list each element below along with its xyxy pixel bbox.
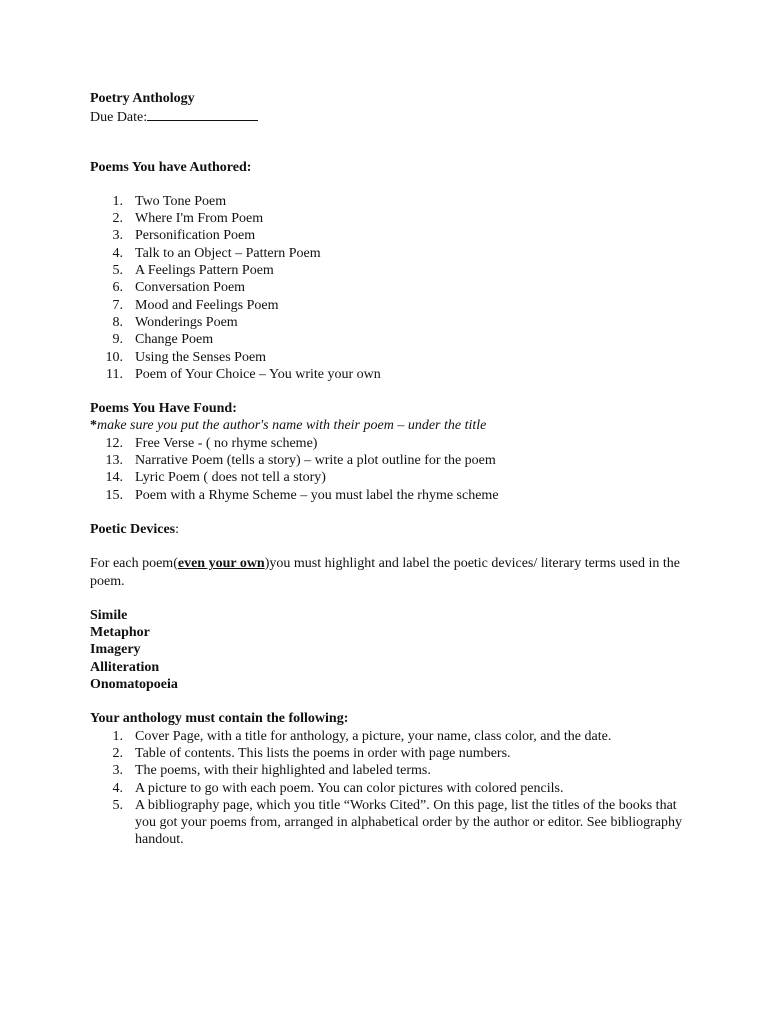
list-item-number: 3. [112,228,123,244]
list-item-text: Table of contents. This lists the poems in order with page numbers. [135,745,511,761]
due-date-blank [147,107,258,121]
list-item-number: 8. [112,314,123,330]
list-item-text: Mood and Feelings Poem [135,297,279,313]
list-item-text: A bibliography page, which you title “Works Cited”. On this page, list the titles of the books that you got your poems from, arranged in alphabetical order by the author or editor. See bibliography handout. [135,797,683,848]
list-item [90,227,690,244]
list-item-text: Conversation Poem [135,280,246,296]
list-item-number: 3. [112,763,123,779]
list-item-text: Poem of Your Choice – You write your own [135,366,381,382]
list-item-number: 1. [112,193,123,209]
list-item-text: A picture to go with each poem. You can color pictures with colored pencils. [135,780,564,796]
found-heading: Poems You Have Found: [90,401,237,417]
devices-para-post: )you must highlight and label the poetic devices/ literary terms used in the poem. [90,556,680,589]
list-item [90,193,690,210]
devices-heading-colon: : [175,521,180,537]
list-item-number: 9. [112,332,123,348]
list-item-text: Lyric Poem ( does not tell a story) [135,470,326,486]
list-item [90,452,690,469]
list-item [90,297,690,314]
list-item-text: Narrative Poem (tells a story) – write a plot outline for the poem [135,453,496,469]
poetic-term: Metaphor [90,625,150,641]
list-item [90,349,690,366]
due-date-label: Due Date: [90,110,148,126]
list-item [90,279,690,296]
list-item-text: Cover Page, with a title for anthology, a picture, your name, class color, and the date. [135,728,612,744]
list-item [90,728,690,745]
list-item [90,314,690,331]
list-item-text: The poems, with their highlighted and labeled terms. [135,763,431,779]
poetic-term: Alliteration [90,659,160,675]
list-item [90,262,690,279]
list-item [90,745,690,762]
found-note [90,417,690,434]
poetic-term: Simile [90,607,128,623]
list-item-number: 1. [112,728,123,744]
authored-heading: Poems You have Authored: [90,159,252,175]
poetic-term: Onomatopoeia [90,677,178,693]
list-item [90,780,690,797]
list-item-number: 12. [105,435,123,451]
list-item-text: Wonderings Poem [135,314,238,330]
list-item-text: Free Verse - ( no rhyme scheme) [135,435,318,451]
list-item-number: 11. [106,366,123,382]
devices-para-pre: For each poem( [90,556,178,572]
list-item-number: 2. [112,745,123,761]
due-date-line [90,107,690,124]
document-title: Poetry Anthology [90,91,195,106]
found-poem-list [90,435,690,504]
list-item [90,210,690,227]
list-item-text: Change Poem [135,332,214,348]
list-item [90,366,690,383]
document-page [90,90,690,849]
authored-poem-list [90,193,690,383]
list-item-number: 13. [105,453,123,469]
list-item-number: 6. [112,280,123,296]
list-item-text: Talk to an Object – Pattern Poem [135,245,321,261]
list-item-number: 14. [105,470,123,486]
list-item-number: 10. [105,349,123,365]
list-item-number: 4. [112,245,123,261]
list-item-text: A Feelings Pattern Poem [135,263,274,279]
list-item-number: 4. [112,780,123,796]
list-item-number: 2. [112,211,123,227]
devices-paragraph [90,555,690,590]
poetic-terms-list [90,607,690,693]
list-item [90,487,690,504]
list-item [90,762,690,779]
list-item-number: 15. [105,487,123,503]
list-item-number: 5. [112,263,123,279]
list-item-text: Using the Senses Poem [135,349,267,365]
list-item-text: Personification Poem [135,228,256,244]
list-item [90,797,690,849]
list-item [90,435,690,452]
list-item-text: Where I'm From Poem [135,211,264,227]
list-item-text: Poem with a Rhyme Scheme – you must label the rhyme scheme [135,487,499,503]
poetic-term: Imagery [90,642,141,658]
list-item [90,331,690,348]
devices-para-emphasis: even your own [177,556,265,572]
devices-heading-line [90,521,690,538]
list-item-number: 5. [112,797,123,813]
found-note-star: * [90,418,97,434]
list-item-text: Two Tone Poem [135,193,227,209]
list-item-number: 7. [112,297,123,313]
list-item [90,469,690,486]
devices-heading: Poetic Devices [90,521,176,537]
requirements-list [90,728,690,849]
requirements-heading: Your anthology must contain the following: [90,711,349,727]
found-note-text: make sure you put the author's name with their poem – under the title [97,418,487,434]
list-item [90,245,690,262]
